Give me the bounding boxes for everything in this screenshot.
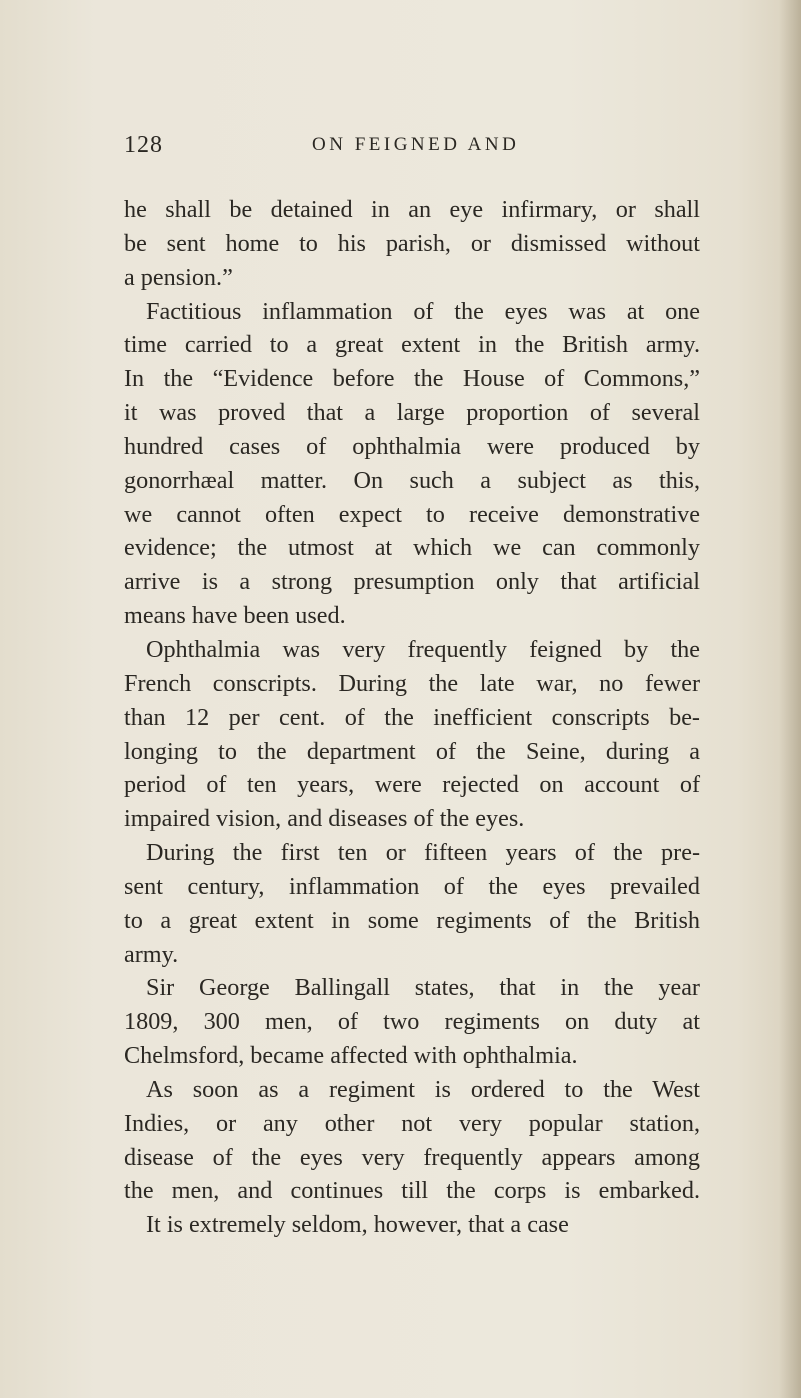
text-line: army. bbox=[124, 940, 179, 968]
text-line: Ophthalmia was very frequently feigned by the bbox=[146, 635, 700, 663]
text-line: hundred cases of ophthalmia were produced by bbox=[124, 432, 700, 460]
text-line: it was proved that a large proportion of several bbox=[124, 399, 700, 427]
text-line: In the “Evidence before the House of Commons,” bbox=[124, 365, 700, 393]
text-line: evidence; the utmost at which we can commonly bbox=[124, 534, 700, 562]
text-line: gonorrhæal matter. On such a subject as this, bbox=[124, 466, 700, 494]
page-number: 128 bbox=[124, 132, 163, 158]
text-line: It is extremely seldom, however, that a case bbox=[146, 1211, 569, 1239]
text-line: impaired vision, and diseases of the eyes. bbox=[124, 805, 525, 833]
text-line: time carried to a great extent in the British army. bbox=[124, 331, 700, 359]
text-line: arrive is a strong presumption only that artificial bbox=[124, 568, 700, 596]
text-line: a pension.” bbox=[124, 263, 233, 291]
text-line: the men, and continues till the corps is embarked. bbox=[124, 1177, 700, 1205]
text-line: Indies, or any other not very popular station, bbox=[124, 1109, 700, 1137]
text-line: disease of the eyes very frequently appears among bbox=[124, 1143, 700, 1171]
text-line: he shall be detained in an eye infirmary, or shall bbox=[124, 196, 700, 223]
text-line: Factitious inflammation of the eyes was at one bbox=[146, 297, 700, 325]
text-line: means have been used. bbox=[124, 602, 346, 630]
text-line: be sent home to his parish, or dismissed without bbox=[124, 229, 700, 257]
text-line: Chelmsford, became affected with ophthalmia. bbox=[124, 1042, 578, 1070]
text-line: longing to the department of the Seine, during a bbox=[124, 737, 700, 765]
text-line: Sir George Ballingall states, that in the year bbox=[146, 974, 700, 1002]
running-head: ON FEIGNED AND bbox=[312, 134, 520, 155]
text-line: As soon as a regiment is ordered to the West bbox=[146, 1075, 700, 1103]
text-line: period of ten years, were rejected on account of bbox=[124, 771, 700, 799]
text-line: French conscripts. During the late war, no fewer bbox=[124, 669, 700, 697]
text-line: During the first ten or fifteen years of the pre- bbox=[146, 839, 700, 867]
text-line: we cannot often expect to receive demonstrative bbox=[124, 500, 700, 528]
text-line: to a great extent in some regiments of the British bbox=[124, 906, 700, 934]
text-line: 1809, 300 men, of two regiments on duty at bbox=[124, 1008, 700, 1036]
page-header bbox=[124, 132, 584, 166]
page-edge-shadow bbox=[779, 0, 801, 1398]
text-line: sent century, inflammation of the eyes prevailed bbox=[124, 872, 700, 900]
body-text bbox=[124, 193, 700, 1242]
text-line: than 12 per cent. of the inefficient conscripts be- bbox=[124, 703, 700, 731]
